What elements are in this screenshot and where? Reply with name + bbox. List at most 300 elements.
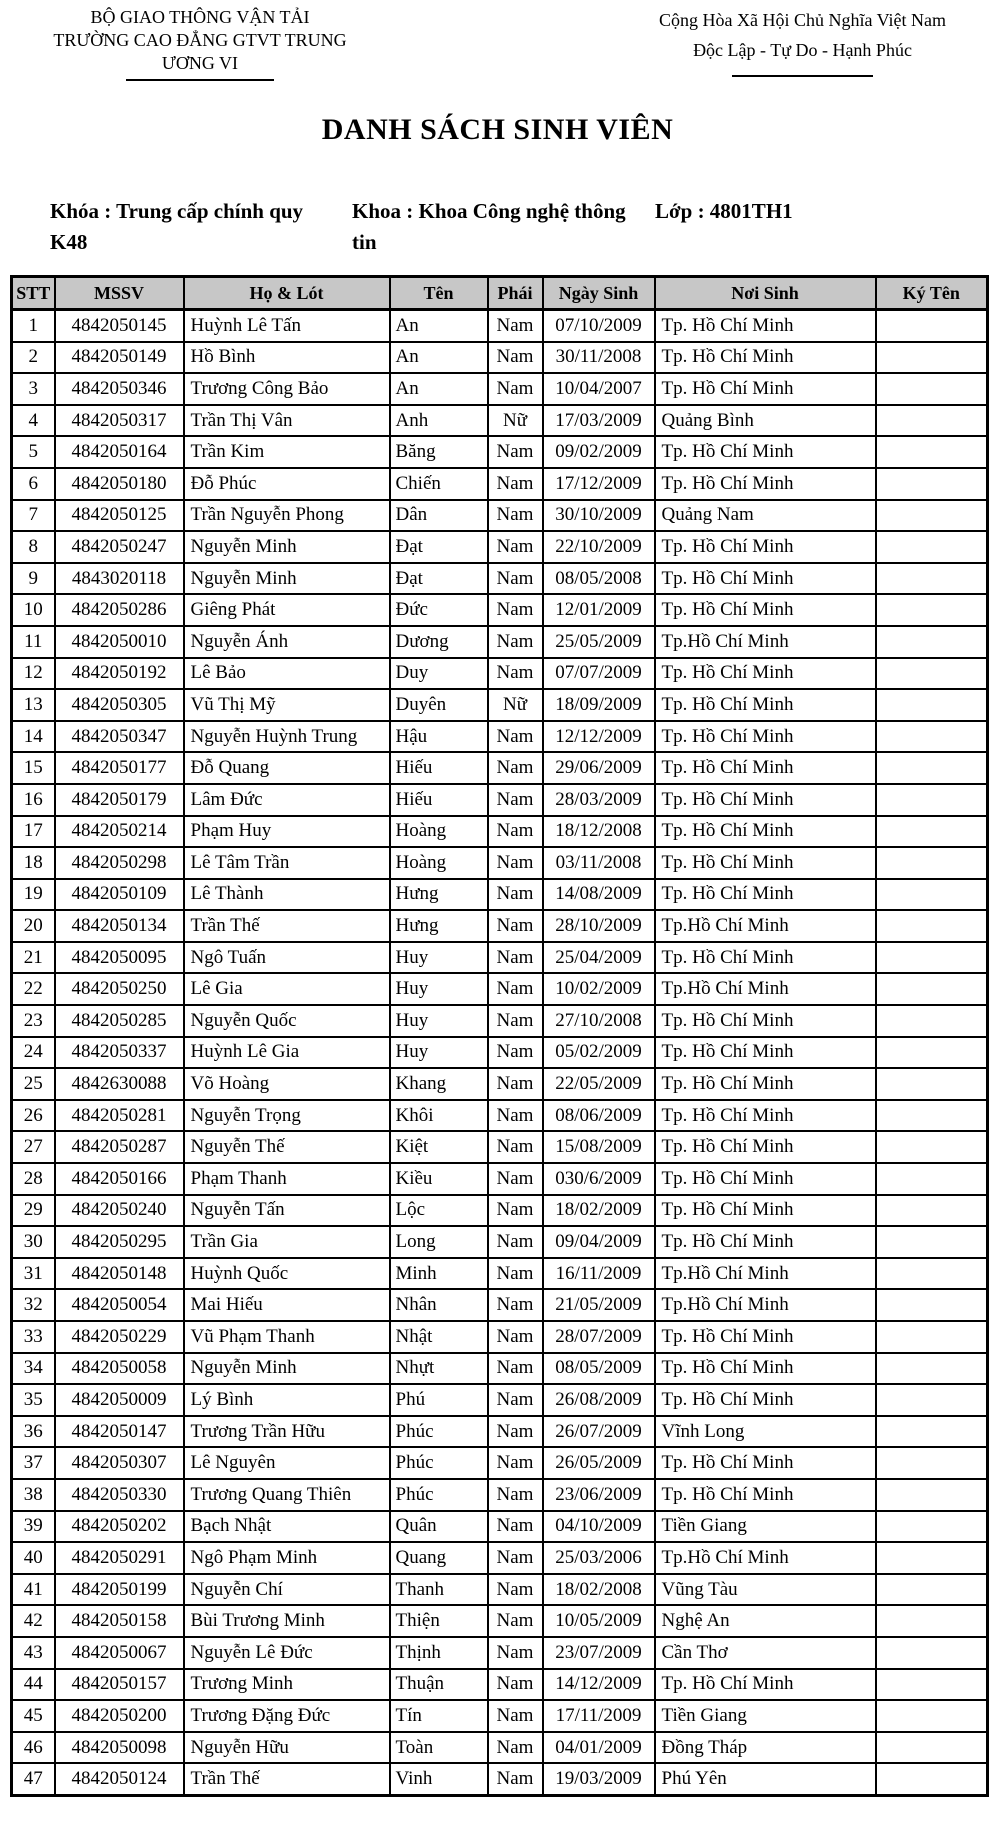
cell-noi-sinh: Tp. Hồ Chí Minh [655, 1037, 876, 1069]
cell-noi-sinh: Tp. Hồ Chí Minh [655, 373, 876, 405]
cell-ho-lot: Nguyễn Minh [184, 563, 390, 595]
cell-phai: Nam [488, 373, 543, 405]
cell-ky-ten [876, 500, 988, 532]
cell-ngay-sinh: 04/10/2009 [543, 1511, 655, 1543]
school-name-line2: ƯƠNG VI [161, 53, 239, 73]
cell-noi-sinh: Tp.Hồ Chí Minh [655, 910, 876, 942]
cell-ky-ten [876, 1416, 988, 1448]
cell-ho-lot: Phạm Thanh [184, 1163, 390, 1195]
cell-stt: 6 [12, 468, 55, 500]
cell-mssv: 4842050247 [55, 531, 184, 563]
cell-ten: Duyên [390, 689, 488, 721]
cell-ten: Quân [390, 1511, 488, 1543]
cell-ky-ten [876, 1542, 988, 1574]
cell-ho-lot: Lê Nguyên [184, 1447, 390, 1479]
cell-phai: Nam [488, 594, 543, 626]
cell-noi-sinh: Tp. Hồ Chí Minh [655, 1226, 876, 1258]
cell-ngay-sinh: 15/08/2009 [543, 1131, 655, 1163]
cell-phai: Nam [488, 468, 543, 500]
cell-ho-lot: Huỳnh Quốc [184, 1258, 390, 1290]
cell-ho-lot: Lê Thành [184, 879, 390, 911]
info-khoa [50, 196, 330, 258]
cell-mssv: 4842050124 [55, 1763, 184, 1795]
cell-phai: Nam [488, 1479, 543, 1511]
cell-ho-lot: Trương Công Bảo [184, 373, 390, 405]
cell-phai: Nam [488, 1511, 543, 1543]
cell-mssv: 4842050179 [55, 784, 184, 816]
table-row [12, 405, 988, 437]
cell-noi-sinh: Cần Thơ [655, 1637, 876, 1669]
cell-phai: Nam [488, 626, 543, 658]
table-row [12, 373, 988, 405]
cell-ho-lot: Phạm Huy [184, 816, 390, 848]
cell-ngay-sinh: 08/05/2008 [543, 563, 655, 595]
cell-noi-sinh: Tp. Hồ Chí Minh [655, 1131, 876, 1163]
cell-ngay-sinh: 07/07/2009 [543, 658, 655, 690]
cell-ho-lot: Bạch Nhật [184, 1511, 390, 1543]
col-header-noi-sinh: Nơi Sinh [655, 277, 876, 310]
cell-phai: Nam [488, 973, 543, 1005]
table-row [12, 942, 988, 974]
cell-mssv: 4842050149 [55, 342, 184, 374]
table-row [12, 626, 988, 658]
cell-ho-lot: Đỗ Phúc [184, 468, 390, 500]
cell-noi-sinh: Tp. Hồ Chí Minh [655, 721, 876, 753]
cell-ky-ten [876, 1384, 988, 1416]
table-row [12, 1542, 988, 1574]
cell-mssv: 4842050291 [55, 1542, 184, 1574]
cell-ten: Kiệt [390, 1131, 488, 1163]
cell-ho-lot: Trần Kim [184, 436, 390, 468]
cell-mssv: 4842050180 [55, 468, 184, 500]
cell-ho-lot: Vũ Thị Mỹ [184, 689, 390, 721]
cell-mssv: 4842050166 [55, 1163, 184, 1195]
table-row [12, 910, 988, 942]
cell-ngay-sinh: 25/05/2009 [543, 626, 655, 658]
info-class [655, 196, 915, 227]
cell-noi-sinh: Quảng Nam [655, 500, 876, 532]
cell-ten: Kiều [390, 1163, 488, 1195]
cell-ho-lot: Đỗ Quang [184, 752, 390, 784]
cell-ngay-sinh: 23/06/2009 [543, 1479, 655, 1511]
cell-ky-ten [876, 1637, 988, 1669]
info-faculty-line2: tin [352, 230, 377, 254]
cell-ten: Băng [390, 436, 488, 468]
cell-ho-lot: Nguyễn Thế [184, 1131, 390, 1163]
cell-noi-sinh: Tp. Hồ Chí Minh [655, 1321, 876, 1353]
cell-noi-sinh: Tp. Hồ Chí Minh [655, 942, 876, 974]
cell-ngay-sinh: 10/05/2009 [543, 1605, 655, 1637]
cell-ky-ten [876, 1131, 988, 1163]
cell-mssv: 4842050281 [55, 1100, 184, 1132]
cell-ho-lot: Lâm Đức [184, 784, 390, 816]
cell-mssv: 4842050157 [55, 1669, 184, 1701]
cell-mssv: 4842050214 [55, 816, 184, 848]
cell-ky-ten [876, 1669, 988, 1701]
cell-stt: 39 [12, 1511, 55, 1543]
cell-mssv: 4842050009 [55, 1384, 184, 1416]
table-row [12, 436, 988, 468]
cell-ngay-sinh: 08/05/2009 [543, 1353, 655, 1385]
cell-phai: Nam [488, 310, 543, 342]
cell-stt: 2 [12, 342, 55, 374]
cell-ho-lot: Bùi Trương Minh [184, 1605, 390, 1637]
cell-mssv: 4842050134 [55, 910, 184, 942]
cell-stt: 40 [12, 1542, 55, 1574]
col-header-stt: STT [12, 277, 55, 310]
cell-phai: Nam [488, 1068, 543, 1100]
cell-ho-lot: Nguyễn Huỳnh Trung [184, 721, 390, 753]
cell-ngay-sinh: 30/11/2008 [543, 342, 655, 374]
cell-stt: 27 [12, 1131, 55, 1163]
national-motto-block [605, 5, 995, 77]
cell-stt: 19 [12, 879, 55, 911]
cell-noi-sinh: Tp. Hồ Chí Minh [655, 531, 876, 563]
cell-ngay-sinh: 12/12/2009 [543, 721, 655, 753]
cell-ky-ten [876, 1037, 988, 1069]
cell-phai: Nam [488, 1005, 543, 1037]
cell-ho-lot: Võ Hoàng [184, 1068, 390, 1100]
cell-noi-sinh: Tp. Hồ Chí Minh [655, 468, 876, 500]
cell-ngay-sinh: 16/11/2009 [543, 1258, 655, 1290]
cell-ten: Huy [390, 1005, 488, 1037]
cell-mssv: 4842050145 [55, 310, 184, 342]
cell-ten: Phúc [390, 1447, 488, 1479]
cell-ngay-sinh: 17/03/2009 [543, 405, 655, 437]
ministry-name: BỘ GIAO THÔNG VẬN TẢI [90, 7, 310, 27]
cell-ten: Huy [390, 973, 488, 1005]
cell-stt: 22 [12, 973, 55, 1005]
info-khoa-line1: Khóa : Trung cấp chính quy [50, 199, 304, 223]
cell-noi-sinh: Tp.Hồ Chí Minh [655, 1258, 876, 1290]
cell-stt: 23 [12, 1005, 55, 1037]
cell-ky-ten [876, 1763, 988, 1795]
cell-ngay-sinh: 030/6/2009 [543, 1163, 655, 1195]
cell-ten: Thiện [390, 1605, 488, 1637]
cell-ky-ten [876, 1289, 988, 1321]
cell-stt: 25 [12, 1068, 55, 1100]
cell-ngay-sinh: 17/11/2009 [543, 1700, 655, 1732]
cell-ho-lot: Nguyễn Ánh [184, 626, 390, 658]
cell-ho-lot: Giêng Phát [184, 594, 390, 626]
cell-mssv: 4842050305 [55, 689, 184, 721]
cell-ngay-sinh: 25/04/2009 [543, 942, 655, 974]
cell-stt: 33 [12, 1321, 55, 1353]
cell-mssv: 4842050298 [55, 847, 184, 879]
cell-ho-lot: Nguyễn Minh [184, 531, 390, 563]
cell-ky-ten [876, 1732, 988, 1764]
cell-stt: 31 [12, 1258, 55, 1290]
cell-phai: Nam [488, 1289, 543, 1321]
page-title: DANH SÁCH SINH VIÊN [321, 113, 674, 146]
cell-ten: Huy [390, 942, 488, 974]
table-row [12, 500, 988, 532]
cell-mssv: 4842050158 [55, 1605, 184, 1637]
cell-phai: Nam [488, 1195, 543, 1227]
cell-stt: 32 [12, 1289, 55, 1321]
cell-ngay-sinh: 03/11/2008 [543, 847, 655, 879]
cell-noi-sinh: Tp.Hồ Chí Minh [655, 626, 876, 658]
table-row [12, 1447, 988, 1479]
cell-stt: 28 [12, 1163, 55, 1195]
table-row [12, 1637, 988, 1669]
cell-ho-lot: Nguyễn Quốc [184, 1005, 390, 1037]
cell-mssv: 4842050250 [55, 973, 184, 1005]
cell-ten: An [390, 310, 488, 342]
cell-phai: Nam [488, 847, 543, 879]
table-row [12, 1195, 988, 1227]
cell-ho-lot: Trương Minh [184, 1669, 390, 1701]
cell-ngay-sinh: 28/07/2009 [543, 1321, 655, 1353]
cell-ngay-sinh: 09/04/2009 [543, 1226, 655, 1258]
cell-ngay-sinh: 19/03/2009 [543, 1763, 655, 1795]
cell-ky-ten [876, 1163, 988, 1195]
cell-phai: Nam [488, 1637, 543, 1669]
cell-ky-ten [876, 879, 988, 911]
cell-ten: Hậu [390, 721, 488, 753]
cell-ky-ten [876, 531, 988, 563]
cell-ten: Quang [390, 1542, 488, 1574]
cell-ky-ten [876, 1605, 988, 1637]
cell-ten: Phúc [390, 1479, 488, 1511]
col-header-ky-ten: Ký Tên [876, 277, 988, 310]
school-name-line1: TRƯỜNG CAO ĐẲNG GTVT TRUNG [53, 30, 347, 50]
table-row [12, 1321, 988, 1353]
table-row [12, 879, 988, 911]
cell-ngay-sinh: 10/02/2009 [543, 973, 655, 1005]
cell-ngay-sinh: 14/08/2009 [543, 879, 655, 911]
cell-stt: 5 [12, 436, 55, 468]
cell-ky-ten [876, 342, 988, 374]
table-row [12, 816, 988, 848]
table-row [12, 1258, 988, 1290]
cell-ky-ten [876, 1447, 988, 1479]
cell-ky-ten [876, 721, 988, 753]
table-row [12, 1068, 988, 1100]
cell-stt: 44 [12, 1669, 55, 1701]
cell-phai: Nam [488, 879, 543, 911]
cell-ngay-sinh: 28/10/2009 [543, 910, 655, 942]
cell-mssv: 4842050147 [55, 1416, 184, 1448]
cell-noi-sinh: Tp. Hồ Chí Minh [655, 1195, 876, 1227]
table-row [12, 1511, 988, 1543]
cell-phai: Nam [488, 1542, 543, 1574]
cell-mssv: 4842630088 [55, 1068, 184, 1100]
cell-stt: 4 [12, 405, 55, 437]
cell-mssv: 4842050285 [55, 1005, 184, 1037]
cell-stt: 10 [12, 594, 55, 626]
cell-ho-lot: Ngô Tuấn [184, 942, 390, 974]
cell-phai: Nam [488, 1574, 543, 1606]
cell-phai: Nam [488, 1384, 543, 1416]
table-row [12, 1763, 988, 1795]
cell-mssv: 4842050177 [55, 752, 184, 784]
cell-phai: Nam [488, 1700, 543, 1732]
cell-noi-sinh: Tp.Hồ Chí Minh [655, 973, 876, 1005]
cell-ngay-sinh: 23/07/2009 [543, 1637, 655, 1669]
cell-noi-sinh: Tp. Hồ Chí Minh [655, 784, 876, 816]
cell-ten: Chiến [390, 468, 488, 500]
cell-stt: 17 [12, 816, 55, 848]
cell-ngay-sinh: 22/10/2009 [543, 531, 655, 563]
cell-stt: 16 [12, 784, 55, 816]
motto-divider-line [732, 75, 873, 77]
table-row [12, 1732, 988, 1764]
cell-phai: Nam [488, 1447, 543, 1479]
cell-ngay-sinh: 04/01/2009 [543, 1732, 655, 1764]
motto-line: Độc Lập - Tự Do - Hạnh Phúc [693, 40, 912, 60]
table-row [12, 1605, 988, 1637]
cell-ngay-sinh: 18/12/2008 [543, 816, 655, 848]
cell-ngay-sinh: 29/06/2009 [543, 752, 655, 784]
cell-ky-ten [876, 1353, 988, 1385]
info-khoa-line2: K48 [50, 230, 88, 254]
cell-noi-sinh: Vũng Tàu [655, 1574, 876, 1606]
cell-phai: Nam [488, 563, 543, 595]
cell-noi-sinh: Tp.Hồ Chí Minh [655, 1542, 876, 1574]
cell-mssv: 4842050192 [55, 658, 184, 690]
cell-ten: Thuận [390, 1669, 488, 1701]
cell-ho-lot: Nguyễn Chí [184, 1574, 390, 1606]
cell-noi-sinh: Tp. Hồ Chí Minh [655, 594, 876, 626]
cell-ten: Hưng [390, 879, 488, 911]
cell-phai: Nam [488, 1763, 543, 1795]
cell-mssv: 4842050164 [55, 436, 184, 468]
cell-noi-sinh: Tp. Hồ Chí Minh [655, 658, 876, 690]
cell-ky-ten [876, 405, 988, 437]
cell-ngay-sinh: 30/10/2009 [543, 500, 655, 532]
cell-stt: 13 [12, 689, 55, 721]
cell-ten: Thịnh [390, 1637, 488, 1669]
cell-ngay-sinh: 10/04/2007 [543, 373, 655, 405]
cell-ho-lot: Nguyễn Tấn [184, 1195, 390, 1227]
cell-phai: Nam [488, 784, 543, 816]
country-name: Cộng Hòa Xã Hội Chủ Nghĩa Việt Nam [658, 10, 947, 30]
cell-ky-ten [876, 1195, 988, 1227]
table-row [12, 658, 988, 690]
cell-phai: Nam [488, 1605, 543, 1637]
cell-ky-ten [876, 373, 988, 405]
table-row [12, 1226, 988, 1258]
cell-ten: Anh [390, 405, 488, 437]
cell-ngay-sinh: 25/03/2006 [543, 1542, 655, 1574]
cell-mssv: 4842050337 [55, 1037, 184, 1069]
cell-ky-ten [876, 1068, 988, 1100]
student-table [10, 275, 989, 1797]
cell-noi-sinh: Tp. Hồ Chí Minh [655, 1163, 876, 1195]
cell-ho-lot: Vũ Phạm Thanh [184, 1321, 390, 1353]
cell-ten: Thanh [390, 1574, 488, 1606]
cell-ky-ten [876, 594, 988, 626]
cell-ky-ten [876, 658, 988, 690]
cell-noi-sinh: Tiền Giang [655, 1511, 876, 1543]
cell-phai: Nam [488, 500, 543, 532]
cell-ky-ten [876, 910, 988, 942]
cell-ho-lot: Trần Thế [184, 910, 390, 942]
cell-noi-sinh: Tp. Hồ Chí Minh [655, 1669, 876, 1701]
cell-ten: Dương [390, 626, 488, 658]
cell-phai: Nam [488, 721, 543, 753]
cell-mssv: 4842050240 [55, 1195, 184, 1227]
table-row [12, 531, 988, 563]
cell-ky-ten [876, 847, 988, 879]
cell-stt: 43 [12, 1637, 55, 1669]
cell-stt: 35 [12, 1384, 55, 1416]
table-row [12, 752, 988, 784]
cell-stt: 45 [12, 1700, 55, 1732]
cell-phai: Nam [488, 1163, 543, 1195]
cell-ngay-sinh: 09/02/2009 [543, 436, 655, 468]
cell-phai: Nam [488, 910, 543, 942]
cell-ten: Lộc [390, 1195, 488, 1227]
cell-ky-ten [876, 1479, 988, 1511]
table-row [12, 342, 988, 374]
cell-ky-ten [876, 689, 988, 721]
cell-ho-lot: Trương Quang Thiên [184, 1479, 390, 1511]
cell-noi-sinh: Tp. Hồ Chí Minh [655, 847, 876, 879]
table-row [12, 1037, 988, 1069]
cell-noi-sinh: Tp. Hồ Chí Minh [655, 752, 876, 784]
cell-ngay-sinh: 07/10/2009 [543, 310, 655, 342]
cell-phai: Nữ [488, 689, 543, 721]
cell-mssv: 4843020118 [55, 563, 184, 595]
cell-noi-sinh: Tp. Hồ Chí Minh [655, 879, 876, 911]
cell-phai: Nam [488, 658, 543, 690]
table-row [12, 563, 988, 595]
table-row [12, 1700, 988, 1732]
cell-stt: 18 [12, 847, 55, 879]
table-row [12, 1163, 988, 1195]
col-header-ten: Tên [390, 277, 488, 310]
cell-mssv: 4842050317 [55, 405, 184, 437]
table-row [12, 784, 988, 816]
cell-ten: Minh [390, 1258, 488, 1290]
cell-stt: 38 [12, 1479, 55, 1511]
cell-phai: Nam [488, 531, 543, 563]
table-row [12, 468, 988, 500]
cell-phai: Nam [488, 1353, 543, 1385]
cell-mssv: 4842050286 [55, 594, 184, 626]
cell-mssv: 4842050067 [55, 1637, 184, 1669]
cell-ky-ten [876, 1005, 988, 1037]
cell-stt: 42 [12, 1605, 55, 1637]
cell-noi-sinh: Quảng Bình [655, 405, 876, 437]
cell-phai: Nam [488, 1037, 543, 1069]
cell-ky-ten [876, 942, 988, 974]
table-row [12, 1005, 988, 1037]
table-row [12, 1416, 988, 1448]
cell-phai: Nam [488, 942, 543, 974]
cell-ky-ten [876, 626, 988, 658]
cell-noi-sinh: Tp. Hồ Chí Minh [655, 1005, 876, 1037]
cell-stt: 21 [12, 942, 55, 974]
cell-noi-sinh: Tp. Hồ Chí Minh [655, 342, 876, 374]
table-row [12, 1289, 988, 1321]
cell-ho-lot: Huỳnh Lê Tấn [184, 310, 390, 342]
cell-ho-lot: Trần Gia [184, 1226, 390, 1258]
cell-ky-ten [876, 436, 988, 468]
cell-ten: Hoàng [390, 847, 488, 879]
cell-ten: Phú [390, 1384, 488, 1416]
cell-noi-sinh: Đồng Tháp [655, 1732, 876, 1764]
cell-noi-sinh: Tp. Hồ Chí Minh [655, 1353, 876, 1385]
table-row [12, 1384, 988, 1416]
cell-ky-ten [876, 1700, 988, 1732]
cell-ho-lot: Trần Nguyễn Phong [184, 500, 390, 532]
cell-phai: Nam [488, 436, 543, 468]
cell-ky-ten [876, 1321, 988, 1353]
cell-ngay-sinh: 26/08/2009 [543, 1384, 655, 1416]
